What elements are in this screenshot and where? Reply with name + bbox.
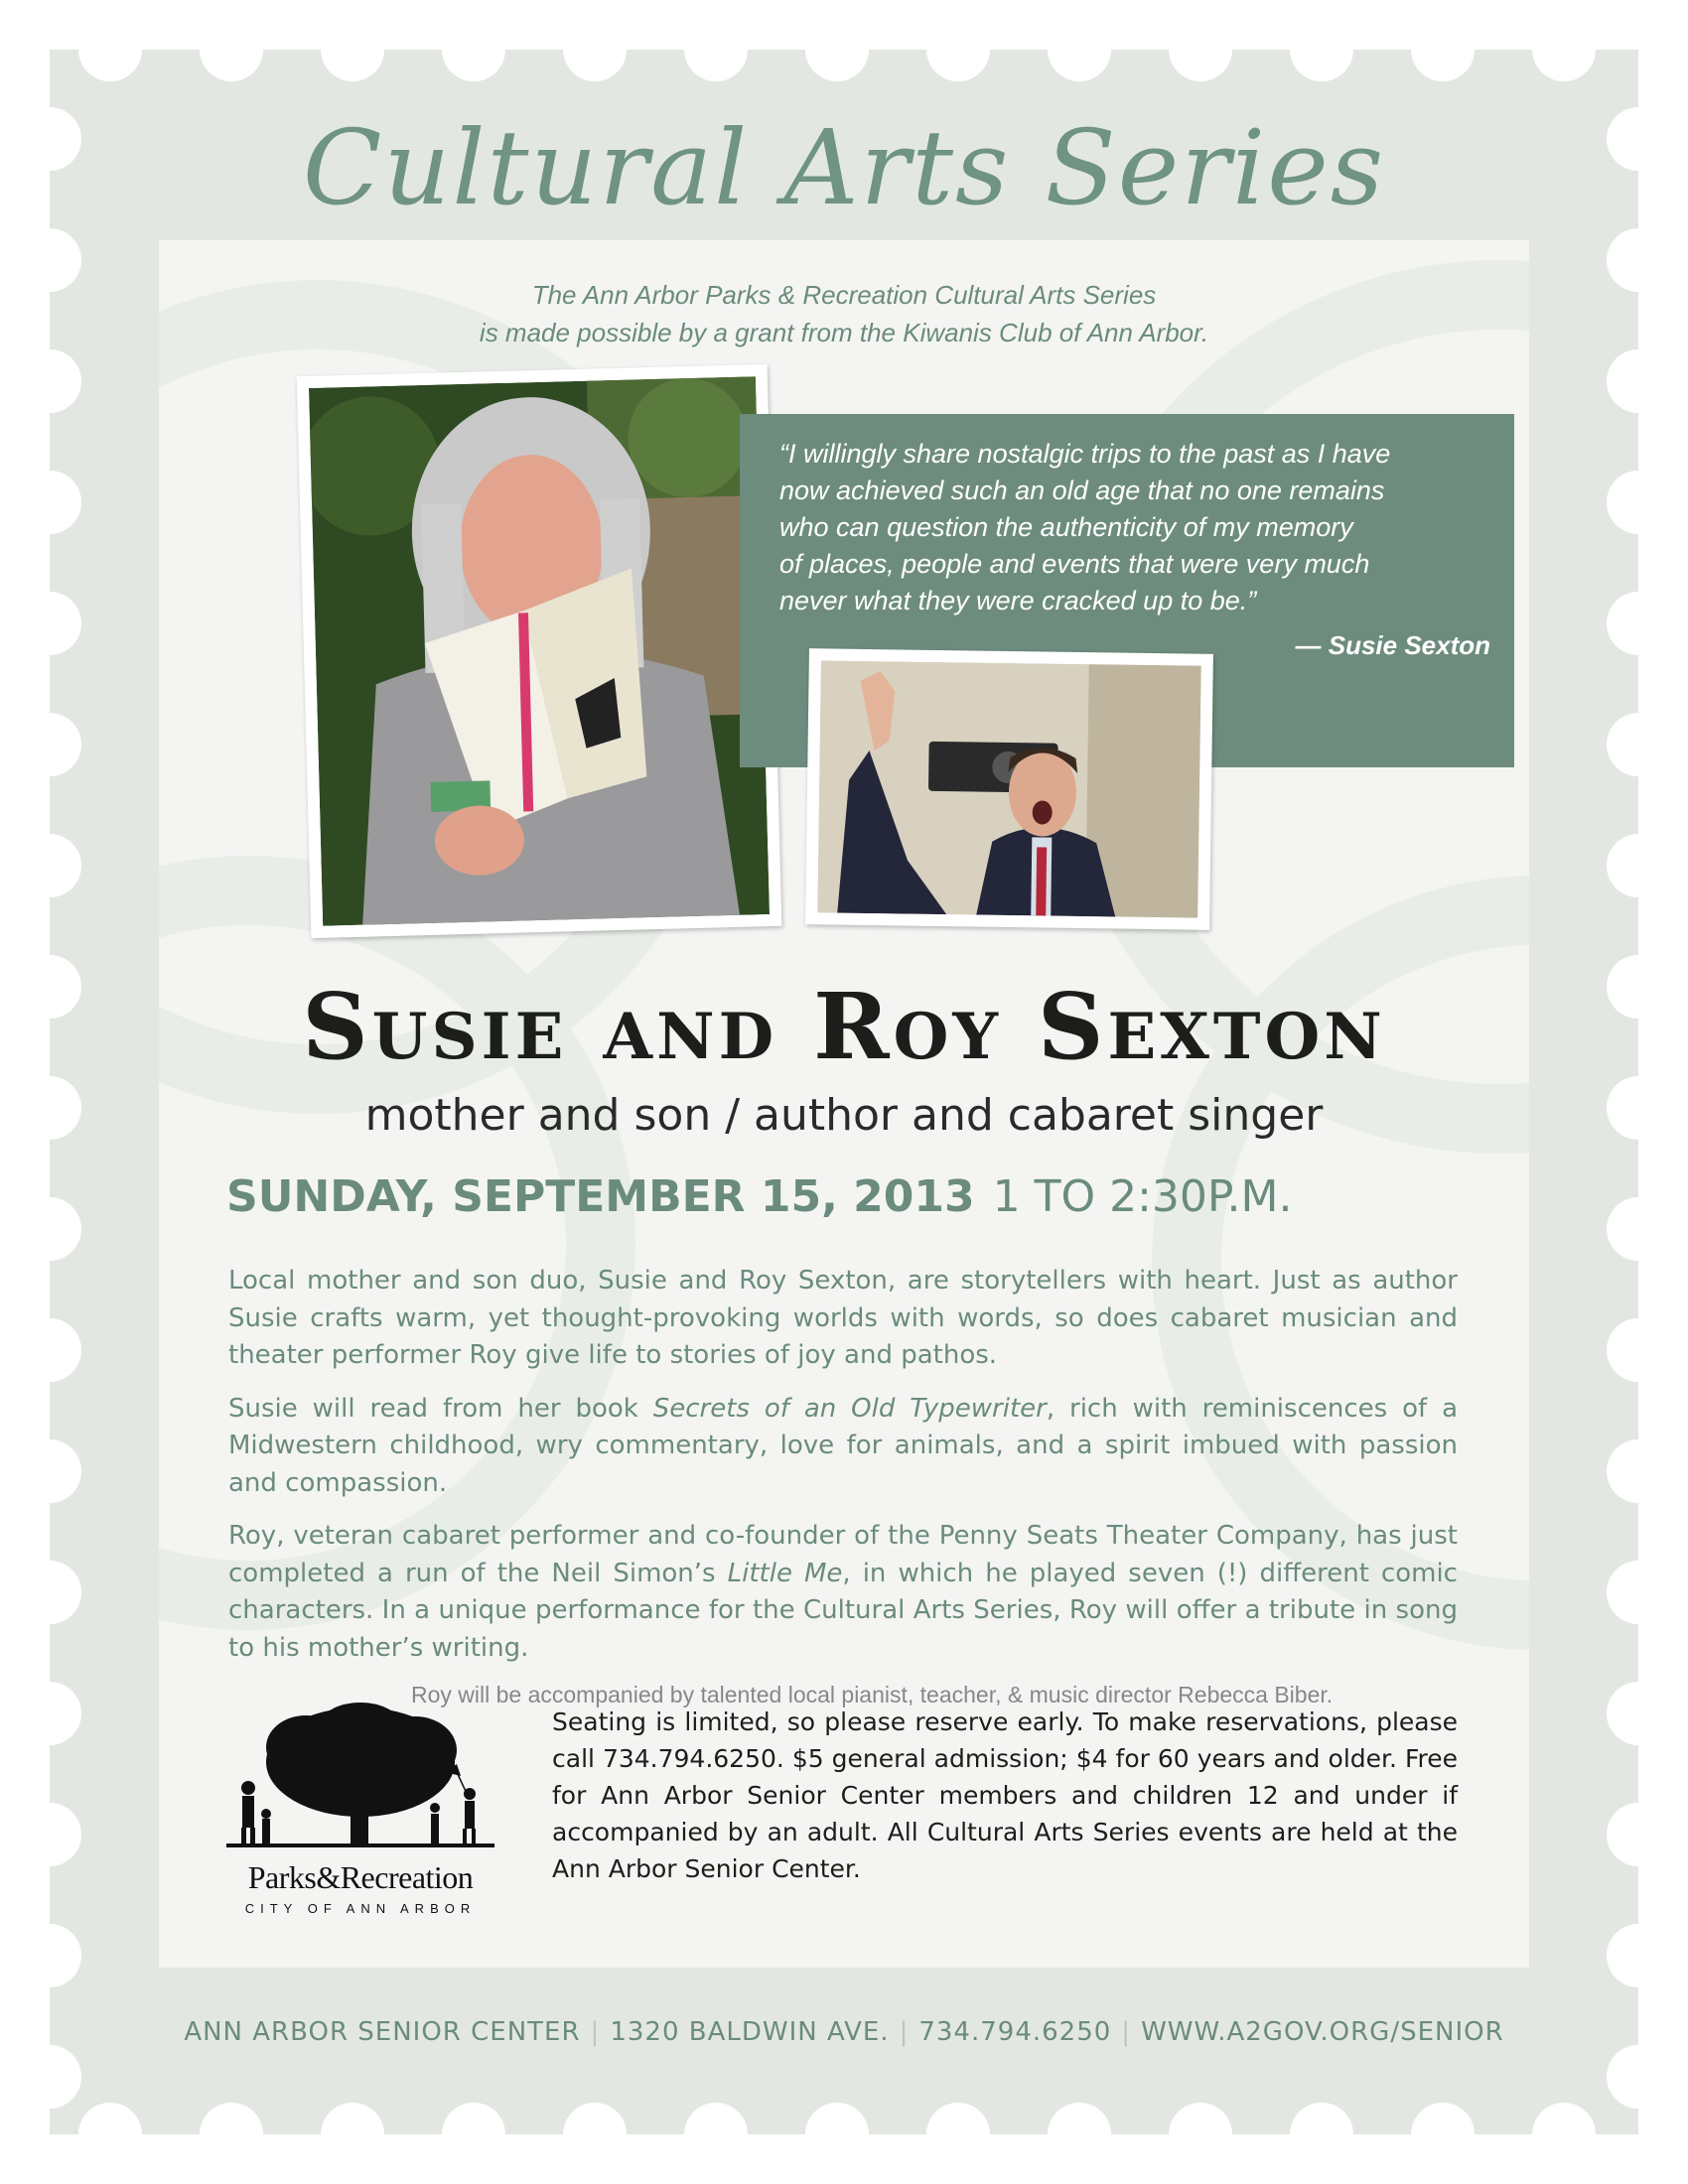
paragraph-susie: Susie will read from her book Secrets of an Old Typewriter, rich with reminiscences of a Midwestern childhood, wry commentary, love for animals, and a spirit imbued with passion and compassion. bbox=[228, 1393, 1458, 1498]
footer-website[interactable]: WWW.A2GOV.ORG/SENIOR bbox=[1141, 2017, 1504, 2047]
paragraph-roy: Roy, veteran cabaret performer and co-founder of the Penny Seats Theater Company, has just completed a run of the Neil Simon’s Little Me, in which he played seven (!) different comic characters. In a unique performance for the Cultural Arts Series, Roy will offer a tribute in song to his mother’s writing. bbox=[228, 1521, 1458, 1663]
event-description bbox=[228, 1263, 1458, 1683]
stamp-perforation bbox=[200, 2103, 263, 2166]
logo-city: CITY OF ANN ARBOR bbox=[244, 1901, 477, 1916]
stamp-perforation bbox=[684, 2103, 748, 2166]
stamp-perforation bbox=[18, 713, 81, 776]
event-datetime bbox=[226, 1171, 1293, 1222]
stamp-perforation bbox=[1048, 2103, 1111, 2166]
stamp-perforation bbox=[1532, 18, 1596, 81]
roy-portrait-image bbox=[817, 660, 1201, 917]
stamp-perforation bbox=[1607, 1924, 1670, 1987]
book-title: Secrets of an Old Typewriter bbox=[652, 1393, 1047, 1424]
stamp-perforation bbox=[18, 1924, 81, 1987]
stamp-perforation bbox=[1607, 834, 1670, 897]
stamp-perforation bbox=[1607, 2045, 1670, 2109]
quote-text bbox=[779, 436, 1475, 619]
stamp-perforation bbox=[18, 1439, 81, 1503]
stamp-perforation bbox=[442, 18, 505, 81]
seating-info: Seating is limited, so please reserve early. To make reservations, please call 734.794.6250. $5 general admission; $4 for 60 years and older. Free for Ann Arbor Senior Center members and children 12 and under if accompanied by an adult. All Cultural Arts Series events are held at the Ann Arbor Senior Center. bbox=[552, 1707, 1458, 1883]
grant-line: is made possible by a grant from the Kiwanis Club of Ann Arbor. bbox=[479, 318, 1209, 347]
stamp-perforation bbox=[1607, 713, 1670, 776]
footer-divider: | bbox=[899, 2017, 910, 2047]
event-headline: Susie and Roy Sexton bbox=[302, 973, 1386, 1080]
quote-line: “I willingly share nostalgic trips to the past as I have bbox=[779, 439, 1391, 469]
stamp-perforation bbox=[1607, 1682, 1670, 1745]
paragraph-intro: Local mother and son duo, Susie and Roy Sexton, are storytellers with heart. Just as author Susie crafts warm, yet thought-provoking worlds with words, so does cabaret musician and theater performer Roy give life to stories of joy and pathos. bbox=[228, 1266, 1458, 1370]
stamp-perforation bbox=[200, 18, 263, 81]
stamp-perforation bbox=[442, 2103, 505, 2166]
quote-line: of places, people and events that were very much bbox=[779, 549, 1370, 579]
stamp-perforation bbox=[1411, 18, 1475, 81]
quote-line: never what they were cracked up to be.” bbox=[779, 586, 1257, 615]
accompanist-note: Roy will be accompanied by talented local pianist, teacher, & music director Rebecca Biber. bbox=[411, 1682, 1334, 1707]
stamp-perforation bbox=[18, 1682, 81, 1745]
stamp-perforation bbox=[18, 834, 81, 897]
stamp-perforation bbox=[78, 2103, 142, 2166]
grant-line: The Ann Arbor Parks & Recreation Cultural Arts Series bbox=[531, 280, 1157, 310]
stamp-perforation bbox=[563, 18, 627, 81]
tree-family-icon bbox=[226, 1703, 494, 1861]
stamp-perforation bbox=[926, 18, 990, 81]
stamp-perforation bbox=[1411, 2103, 1475, 2166]
stamp-perforation bbox=[78, 18, 142, 81]
stamp-perforation bbox=[1607, 1561, 1670, 1624]
susie-portrait-image bbox=[309, 376, 770, 926]
parks-recreation-logo bbox=[226, 1703, 494, 1926]
stamp-perforation bbox=[1607, 1803, 1670, 1866]
stamp-perforation bbox=[805, 2103, 869, 2166]
stamp-perforation bbox=[926, 2103, 990, 2166]
stamp-perforation bbox=[563, 2103, 627, 2166]
stamp-perforation bbox=[1290, 18, 1353, 81]
quote-line: who can question the authenticity of my memory bbox=[779, 512, 1353, 542]
stamp-perforation bbox=[18, 1197, 81, 1261]
stamp-perforation bbox=[1607, 1318, 1670, 1382]
stamp-perforation bbox=[1169, 2103, 1232, 2166]
stamp-perforation bbox=[18, 1318, 81, 1382]
stamp-perforation bbox=[1607, 349, 1670, 413]
stamp-perforation bbox=[321, 2103, 384, 2166]
stamp-perforation bbox=[18, 349, 81, 413]
susie-photo bbox=[297, 364, 782, 938]
stamp-perforation bbox=[321, 18, 384, 81]
footer-phone: 734.794.6250 bbox=[918, 2017, 1112, 2047]
stamp-perforation bbox=[18, 471, 81, 534]
show-title: Little Me bbox=[727, 1558, 843, 1588]
stamp-perforation bbox=[1607, 471, 1670, 534]
footer-divider: | bbox=[590, 2017, 601, 2047]
stamp-perforation bbox=[18, 1561, 81, 1624]
stamp-perforation bbox=[1607, 592, 1670, 655]
event-subhead: mother and son / author and cabaret singer bbox=[364, 1090, 1324, 1141]
stamp-perforation bbox=[1169, 18, 1232, 81]
stamp-perforation bbox=[18, 592, 81, 655]
stamp-perforation bbox=[805, 18, 869, 81]
quote-line: now achieved such an old age that no one remains bbox=[779, 476, 1385, 505]
logo-wordmark: Parks&Recreation bbox=[247, 1859, 474, 1895]
stamp-perforation bbox=[1290, 2103, 1353, 2166]
stamp-perforation bbox=[1048, 18, 1111, 81]
stamp-perforation bbox=[18, 2045, 81, 2109]
stamp-perforation bbox=[1607, 1439, 1670, 1503]
grant-note bbox=[0, 276, 1688, 351]
event-time: 1 TO 2:30P.M. bbox=[992, 1171, 1293, 1222]
quote-attribution: — Susie Sexton bbox=[1295, 630, 1490, 660]
footer-contact bbox=[0, 2017, 1688, 2047]
stamp-perforation bbox=[1532, 2103, 1596, 2166]
stamp-perforation bbox=[1607, 1197, 1670, 1261]
footer-venue: ANN ARBOR SENIOR CENTER bbox=[184, 2017, 581, 2047]
event-date: SUNDAY, SEPTEMBER 15, 2013 bbox=[226, 1171, 975, 1222]
footer-divider: | bbox=[1121, 2017, 1132, 2047]
roy-photo bbox=[805, 648, 1213, 930]
stamp-perforation bbox=[684, 18, 748, 81]
footer-address: 1320 BALDWIN AVE. bbox=[610, 2017, 890, 2047]
stamp-perforation bbox=[18, 1803, 81, 1866]
series-title: Cultural Arts Series bbox=[302, 107, 1386, 228]
